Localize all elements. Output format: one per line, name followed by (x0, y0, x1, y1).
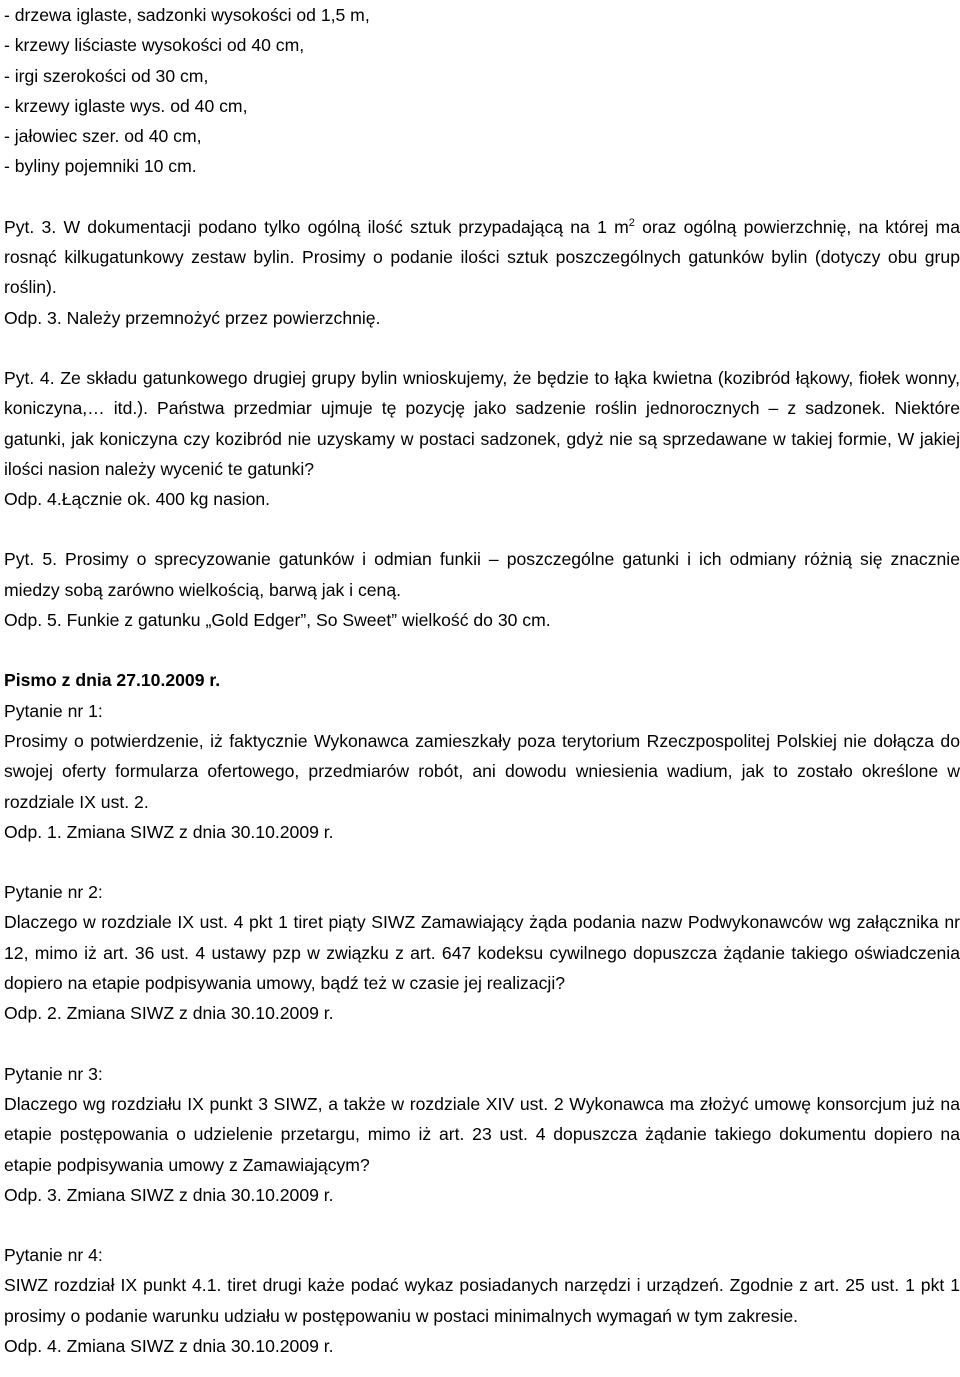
question-text: Dlaczego wg rozdziału IX punkt 3 SIWZ, a także w rozdziale XIV ust. 2 Wykonawca ma złożyć umowę konsorcjum już na etapie postępowania o udzielenie przetargu, mimo iż art. 23 ust. 4 dopuszcza żądanie takiego dokumentu dopiero na etapie podpisywania umowy z Zamawiającym? (4, 1093, 960, 1175)
question-label: Pytanie nr 3: (4, 1063, 103, 1084)
answer-text: Odp. 4. Zmiana SIWZ z dnia 30.10.2009 r. (4, 1335, 334, 1356)
list-item: - jałowiec szer. od 40 cm, (4, 126, 202, 147)
question-item-2 (4, 877, 960, 1028)
question-block-3 (4, 212, 960, 333)
question-text: Pyt. 3. W dokumentacji podano tylko ogólną ilość sztuk przypadającą na 1 $m^2$ oraz ogólną powierzchnię, na której ma rosnąć kilkugatunkowy zestaw bylin. Prosimy o podanie ilości sztuk poszczególnych gatunków bylin (dotyczy obu grup roślin). (4, 216, 960, 298)
plant-size-list (4, 0, 960, 182)
question-text: Dlaczego w rozdziale IX ust. 4 pkt 1 tiret piąty SIWZ Zamawiający żąda podania nazw Podwykonawców wg załącznika nr 12, mimo iż art. 36 ust. 4 ustawy pzp w związku z art. 647 kodeksu cywilnego dopuszcza żądanie takiego oświadczenia dopiero na etapie podpisywania umowy, bądź też w czasie jej realizacji? (4, 912, 960, 994)
answer-text: Odp. 5. Funkie z gatunku „Gold Edger”, So Sweet” wielkość do 30 cm. (4, 610, 551, 631)
answer-text: Odp. 4.Łącznie ok. 400 kg nasion. (4, 489, 271, 510)
letter-heading: Pismo z dnia 27.10.2009 r. (4, 670, 221, 691)
answer-text: Odp. 3. Zmiana SIWZ z dnia 30.10.2009 r. (4, 1184, 334, 1205)
list-item: - byliny pojemniki 10 cm. (4, 156, 197, 177)
question-block-4 (4, 363, 960, 514)
superscript: 2 (628, 216, 635, 229)
question-item-1 (4, 696, 960, 847)
question-item-4 (4, 1240, 960, 1361)
list-item: - irgi szerokości od 30 cm, (4, 65, 209, 86)
answer-text: Odp. 1. Zmiana SIWZ z dnia 30.10.2009 r. (4, 821, 334, 842)
question-label: Pytanie nr 1: (4, 700, 103, 721)
question-text: Prosimy o potwierdzenie, iż faktycznie Wykonawca zamieszkały poza terytorium Rzeczpospolitej Polskiej nie dołącza do swojej oferty formularza ofertowego, przedmiarów robót, ani dowodu wniesienia wadium, jak to zostało określone w rozdziale IX ust. 2. (4, 730, 960, 812)
list-item: - drzewa iglaste, sadzonki wysokości od 1,5 m, (4, 5, 370, 25)
question-text: Pyt. 5. Prosimy o sprecyzowanie gatunków i odmian funkii – poszczególne gatunki i ich odmiany różnią się znacznie miedzy sobą zarówno wielkością, barwą jak i ceną. (4, 549, 960, 600)
list-item: - krzewy liściaste wysokości od 40 cm, (4, 35, 305, 56)
question-text: SIWZ rozdział IX punkt 4.1. tiret drugi każe podać wykaz posiadanych narzędzi i urządzeń. Zgodnie z art. 25 ust. 1 pkt 1 prosimy o podanie warunku udziału w postępowaniu w postaci minimalnych wymagań w tym zakresie. (4, 1275, 960, 1326)
question-label: Pytanie nr 4: (4, 1245, 103, 1266)
answer-text: Odp. 2. Zmiana SIWZ z dnia 30.10.2009 r. (4, 1003, 334, 1024)
question-item-3 (4, 1059, 960, 1210)
question-block-5 (4, 544, 960, 635)
question-text: Pyt. 4. Ze składu gatunkowego drugiej grupy bylin wnioskujemy, że będzie to łąka kwietna (kozibród łąkowy, fiołek wonny, koniczyna,… itd.). Państwa przedmiar ujmuje tę pozycję jako sadzenie roślin jednorocznych – z sadzonek. Niektóre gatunki, jak koniczyna czy kozibród nie uzyskamy w postaci sadzonek, gdyż nie są sprzedawane w takiej formie, W jakiej ilości nasion należy wycenić te gatunki? (4, 367, 960, 479)
question-label: Pytanie nr 2: (4, 882, 103, 903)
document-page (4, 0, 960, 1361)
answer-text: Odp. 3. Należy przemnożyć przez powierzchnię. (4, 307, 381, 328)
list-item: - krzewy iglaste wys. od 40 cm, (4, 95, 248, 116)
